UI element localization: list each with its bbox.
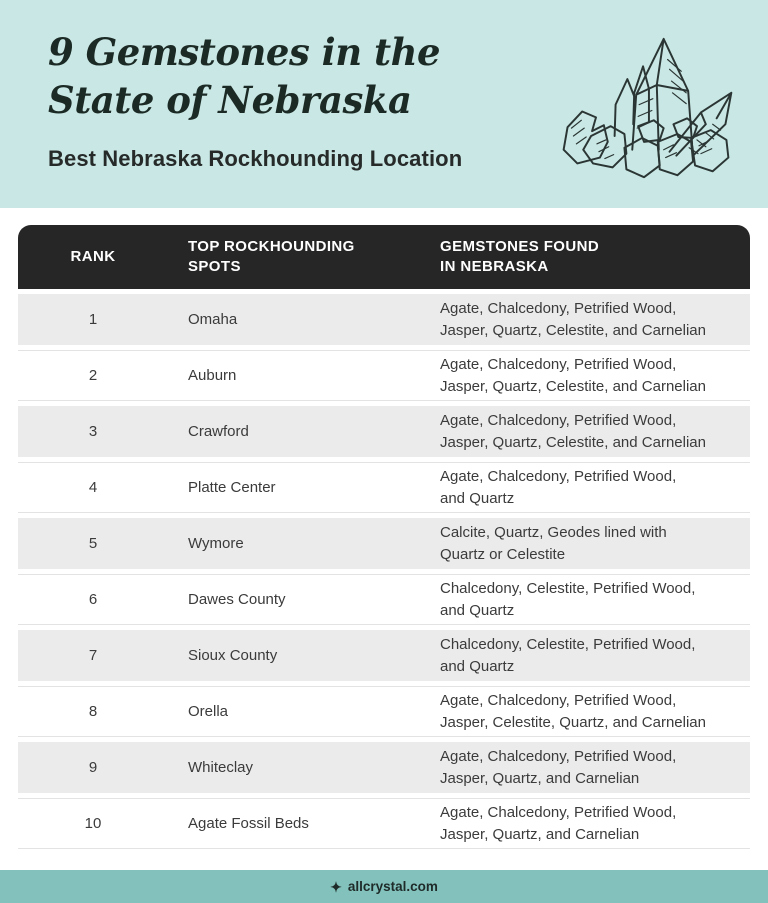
page-subtitle: Best Nebraska Rockhounding Location: [48, 146, 463, 171]
column-header-spots: TOP ROCKHOUNDING SPOTS: [188, 237, 355, 275]
gems-cell: Agate, Chalcedony, Petrified Wood, and Quartz: [440, 467, 677, 507]
gems-cell: Agate, Chalcedony, Petrified Wood, Jasper, Quartz, Celestite, and Carnelian: [440, 299, 706, 339]
gems-cell: Agate, Chalcedony, Petrified Wood, Jasper, Celestite, Quartz, and Carnelian: [440, 691, 706, 731]
rank-cell: 7: [88, 647, 98, 664]
spot-cell: Platte Center: [188, 479, 276, 496]
page-title: [48, 28, 440, 124]
spot-cell: Dawes County: [188, 591, 286, 608]
page-title-line2: State of Nebraska: [48, 78, 412, 123]
gems-cell: Chalcedony, Celestite, Petrified Wood, and Quartz: [440, 579, 696, 619]
gems-cell: Agate, Chalcedony, Petrified Wood, Jasper, Quartz, and Carnelian: [440, 803, 677, 843]
table-row: [18, 462, 750, 513]
spot-cell: Whiteclay: [188, 759, 254, 776]
sparkle-icon: ✦: [330, 878, 342, 895]
spot-cell: Auburn: [188, 367, 237, 384]
crystal-cluster-icon: [546, 34, 746, 186]
hero-section: [0, 0, 768, 208]
table-row: [18, 350, 750, 401]
rank-cell: 3: [88, 423, 98, 440]
gems-cell: Calcite, Quartz, Geodes lined with Quartz or Celestite: [440, 523, 667, 563]
gems-cell: Agate, Chalcedony, Petrified Wood, Jasper, Quartz, Celestite, and Carnelian: [440, 411, 706, 451]
spot-cell: Wymore: [188, 535, 244, 552]
table-row: [18, 574, 750, 625]
rank-cell: 9: [88, 759, 98, 776]
table-row: [18, 686, 750, 737]
rank-cell: 10: [84, 815, 102, 832]
spot-cell: Crawford: [188, 423, 249, 440]
gems-cell: Agate, Chalcedony, Petrified Wood, Jasper, Quartz, and Carnelian: [440, 747, 677, 787]
rank-cell: 5: [88, 535, 98, 552]
page-title-line1: 9 Gemstones in the: [48, 30, 441, 74]
rank-cell: 8: [88, 703, 98, 720]
spot-cell: Orella: [188, 703, 229, 720]
rockhounding-table: [18, 225, 750, 854]
rank-cell: 6: [88, 591, 98, 608]
rank-cell: 2: [88, 367, 98, 384]
table-row: [18, 518, 750, 569]
rank-cell: 1: [88, 311, 98, 328]
table-header-row: [18, 225, 750, 289]
table-row: [18, 294, 750, 345]
rank-cell: 4: [88, 479, 98, 496]
table-row: [18, 630, 750, 681]
column-header-gems: GEMSTONES FOUND IN NEBRASKA: [440, 237, 600, 275]
spot-cell: Sioux County: [188, 647, 278, 664]
gems-cell: Agate, Chalcedony, Petrified Wood, Jasper, Quartz, Celestite, and Carnelian: [440, 355, 706, 395]
footer-bar: [0, 870, 768, 903]
spot-cell: Agate Fossil Beds: [188, 815, 309, 832]
table-row: [18, 742, 750, 793]
spot-cell: Omaha: [188, 311, 238, 328]
footer-site-text: allcrystal.com: [347, 879, 438, 894]
gems-cell: Chalcedony, Celestite, Petrified Wood, and Quartz: [440, 635, 696, 675]
table-body: [18, 294, 750, 849]
table-row: [18, 406, 750, 457]
table-row: [18, 798, 750, 849]
column-header-rank: RANK: [70, 247, 116, 265]
